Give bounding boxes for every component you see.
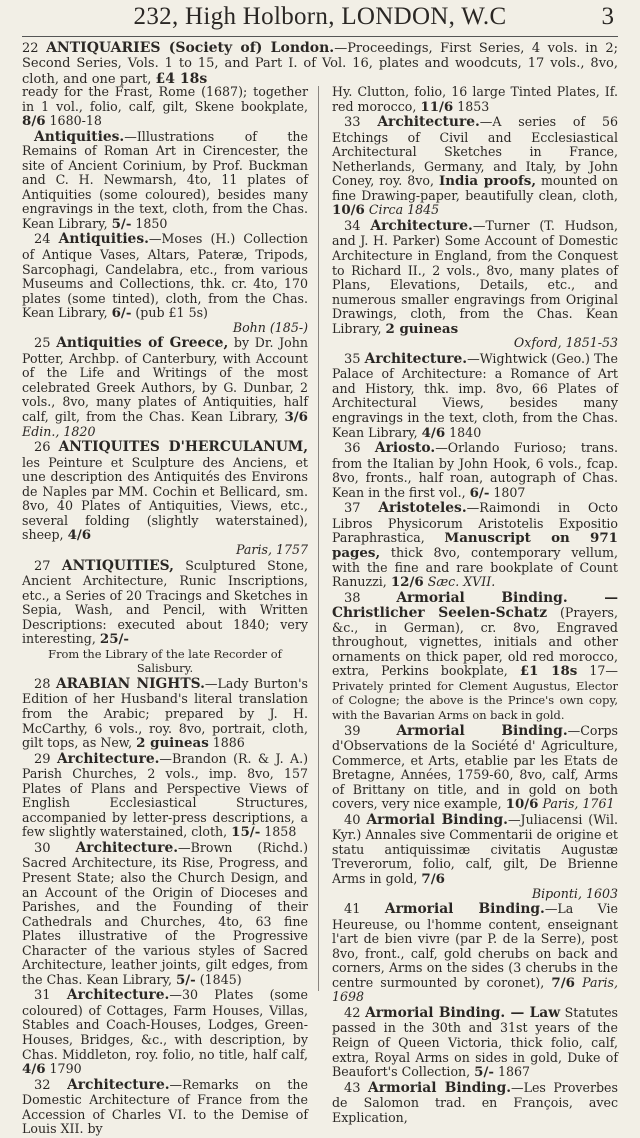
entry-price: 5/- bbox=[474, 1064, 494, 1081]
entry-number: 28 bbox=[34, 676, 51, 692]
entry-heading: ANTIQUITIES, bbox=[61, 557, 174, 574]
entry-text: —Brandon (R. & J. A.) Parish Churches, 2 vols., imp. 8vo, 157 Plates of Plans and Perspective Views of English Ecclesiastical Structures, accompanied by letter-press descriptions, a few slightly waterstained, cloth, bbox=[22, 750, 308, 840]
entry-imprint: Circa 1845 bbox=[368, 202, 440, 218]
entry-number: 22 bbox=[22, 41, 39, 56]
entry-price: 3/6 bbox=[284, 409, 308, 426]
catalogue-entry bbox=[332, 1006, 618, 1080]
entry-imprint: Paris, 1698 bbox=[332, 974, 618, 1005]
entry-imprint: 1807 bbox=[493, 484, 526, 500]
entry-heading: Antiquities. bbox=[58, 231, 149, 248]
catalogue-entry bbox=[332, 813, 618, 901]
catalogue-entry bbox=[332, 902, 618, 1005]
catalogue-entry bbox=[22, 1078, 308, 1137]
entry-number: 26 bbox=[34, 440, 51, 456]
entry-price: 6/- bbox=[469, 484, 490, 501]
catalogue-entry bbox=[22, 336, 308, 439]
entry-imprint: Biponti, 1603 bbox=[531, 885, 618, 901]
entry-imprint: 1840 bbox=[449, 424, 482, 440]
entry-price: 15/- bbox=[231, 824, 261, 841]
right-column bbox=[332, 85, 618, 1126]
entry-number: 39 bbox=[344, 723, 361, 739]
catalogue-entry bbox=[22, 85, 308, 129]
entry-number: 25 bbox=[34, 336, 51, 352]
entry-heading: Armorial Binding. bbox=[368, 1079, 512, 1096]
entry-text: Hy. Clutton, folio, 16 large Tinted Plates, If. red morocco, bbox=[332, 84, 618, 114]
entry-imprint: Paris, 1761 bbox=[542, 796, 615, 812]
catalogue-entry bbox=[22, 677, 308, 751]
entry-price: 6/- bbox=[111, 305, 132, 322]
entry-text: —Illustrations of the Remains of Roman Art in Cirencester, the site of Ancient Corinium, by Prof. Buckman and C. H. Newmarsh, 4to, 11 plates of Antiquities (some coloured), besides many engravings in the text, cloth, from the Chas. Kean Library, bbox=[22, 128, 308, 231]
catalogue-entry bbox=[332, 352, 618, 440]
entry-heading: Ariosto. bbox=[374, 440, 436, 457]
entry-heading: ARABIAN NIGHTS. bbox=[55, 675, 205, 692]
entry-heading: Architecture. bbox=[364, 350, 468, 367]
entry-note: Privately printed for Clement Augustus, Elector of Cologne; the above is the Prince's own copy, with the Bavarian Arms on back in gold. bbox=[332, 678, 618, 722]
intro-entry bbox=[22, 41, 618, 88]
entry-number: 35 bbox=[344, 351, 361, 367]
entry-number: 40 bbox=[344, 812, 361, 828]
entry-highlight: India proofs, bbox=[438, 173, 536, 190]
catalogue-entry bbox=[22, 988, 308, 1076]
entry-text: Sculptured Stone, Ancient Architecture, Runic Inscriptions, etc., a Series of 20 Tracings and Sketches in Sepia, Wash, and Pencil, with Written Descriptions: executed about 1840; very interesting, bbox=[22, 557, 308, 647]
entry-text: (Prayers, &c., in German), cr. 8vo, Engraved throughout, vignettes, initials and other ornaments on thick paper, old red morocco, extra, Perkins bookplate, bbox=[332, 605, 618, 679]
entry-heading: Armorial Binding. bbox=[396, 722, 568, 739]
catalogue-entry bbox=[332, 85, 618, 114]
catalogue-entry bbox=[22, 130, 308, 232]
entry-text: by Dr. John Potter, Archbp. of Canterbury, with Account of the Life and Writings of the most celebrated Greek Authors, by G. Dunbar, 2 vols., 8vo, many plates of Antiquities, half calf, gilt, from the Chas. Kean Library, bbox=[22, 335, 308, 425]
catalogue-entry bbox=[22, 559, 308, 676]
entry-text: —Wightwick (Geo.) The Palace of Architecture: a Romance of Art and History, thk. imp. 8vo, 66 Plates of Architectural Views, besides many engravings in the text, cloth, from the Chas. Kean Library, bbox=[332, 350, 618, 440]
catalogue-entry bbox=[332, 591, 618, 723]
entry-text: —Moses (H.) Collection of Antique Vases, Altars, Pateræ, Tripods, Sarcophagi, Candelabra, etc., from various Museums and Collections, thk. cr. 4to, 170 plates (some tinted), cloth, from the Chas. Kean Library, bbox=[22, 231, 308, 321]
entry-number: 34 bbox=[344, 218, 361, 234]
entry-imprint: 1853 bbox=[457, 98, 490, 114]
entry-text: —Lady Burton's Edition of her Husband's literal translation from the Arabic; prepared by J. H. McCarthy, 6 vols., roy. 8vo, portrait, cloth, gilt tops, as New, bbox=[22, 675, 308, 751]
entry-heading: Architecture. bbox=[66, 987, 170, 1004]
entry-note: From the Library of the late Recorder of Salisbury. bbox=[48, 646, 282, 676]
entry-text: —Brown (Richd.) Sacred Architecture, its Rise, Progress, and Present State; also the Church Design, and an Account of the Origin of Dioceses and Parishes, and the Founding of their Cathedrals and Churches, 4to, 63 fine Plates illustrative of the Progressive Character of the various styles of Sacred Architecture, leather joints, gilt edges, from the Chas. Kean Library, bbox=[22, 839, 308, 987]
entry-number: 32 bbox=[34, 1077, 51, 1093]
catalogue-entry bbox=[332, 115, 618, 218]
entry-number: 29 bbox=[34, 751, 51, 767]
entry-price: 10/6 bbox=[505, 796, 539, 813]
entry-price: 2 guineas bbox=[385, 320, 459, 337]
entry-price: 4/6 bbox=[421, 424, 446, 441]
entry-text: —Turner (T. Hudson, and J. H. Parker) Some Account of Domestic Architecture in England, from the Conquest to Richard II., 2 vols., 8vo, many plates of Plans, Elevations, Details, etc., and numerous smaller engravings from Original Drawings, cloth, from the Chas. Kean Library, bbox=[332, 217, 618, 336]
entry-heading: ANTIQUITES D'HERCULANUM, bbox=[58, 439, 308, 456]
entry-imprint: 1858 bbox=[264, 824, 297, 840]
entry-price: 8/6 bbox=[22, 113, 46, 130]
entry-imprint: 1886 bbox=[212, 735, 245, 751]
entry-number: 31 bbox=[34, 988, 51, 1004]
catalogue-entry bbox=[22, 752, 308, 840]
entry-text: —Orlando Furioso; trans. from the Italian by John Hook, 6 vols., fcap. 8vo, fronts., half roan, autograph of Chas. Kean in the first vol., bbox=[332, 440, 618, 500]
entry-imprint: (1845) bbox=[199, 971, 242, 987]
entry-text-2: mounted on fine Drawing-paper, beautifully clean, cloth, bbox=[332, 173, 618, 203]
entry-text: —Juliacensi (Wil. Kyr.) Annales sive Commentarii de origine et statu antiquissimæ civitatis Augustæ Treverorum, folio, calf, gilt, De Brienne Arms in gold, bbox=[332, 811, 618, 886]
entry-number: 30 bbox=[34, 840, 51, 856]
entry-imprint: Oxford, 1851-53 bbox=[513, 335, 618, 351]
entry-imprint: 1680-18 bbox=[49, 113, 102, 129]
entry-price: 4/6 bbox=[67, 527, 92, 544]
entry-number: 43 bbox=[344, 1080, 361, 1096]
entry-text: —Les Proverbes de Salomon trad. en François, avec Explication, bbox=[332, 1079, 618, 1125]
entry-price: 7/6 bbox=[551, 974, 575, 991]
entry-extra: (pub £1 5s) bbox=[135, 305, 208, 321]
catalogue-entry bbox=[332, 724, 618, 812]
entry-text: ready for the Frast, Rome (1687); together in 1 vol., folio, calf, gilt, Skene bookplate, bbox=[22, 84, 308, 114]
entry-text-2: thick 8vo, contemporary vellum, with the fine and rare bookplate of Count Ranuzzi, bbox=[332, 544, 618, 590]
entry-imprint: 1790 bbox=[49, 1061, 82, 1077]
entry-highlight: Manuscript on 971 pages, bbox=[332, 530, 618, 561]
entry-price: 12/6 bbox=[390, 574, 424, 591]
entry-price: £1 18s bbox=[519, 663, 578, 680]
entry-heading: Architecture. bbox=[370, 217, 473, 234]
entry-price: 11/6 bbox=[420, 98, 454, 115]
entry-imprint: Bohn (185-) bbox=[232, 319, 308, 335]
entry-heading: Antiquities. bbox=[34, 128, 125, 145]
entry-price: 10/6 bbox=[332, 202, 365, 219]
entry-price: 5/- bbox=[175, 971, 196, 988]
entry-number: 41 bbox=[344, 902, 361, 918]
entry-heading: ANTIQUARIES (Society of) London. bbox=[46, 40, 335, 56]
entry-imprint: Edin., 1820 bbox=[22, 423, 96, 439]
entry-number: 37 bbox=[344, 501, 361, 517]
entry-text: Statutes passed in the 30th and 31st years of the Reign of Queen Victoria, thick folio, calf, extra, Royal Arms on sides in gold, Duke of Beaufort's Collection, bbox=[332, 1004, 618, 1080]
entry-price: 4/6 bbox=[22, 1061, 46, 1078]
entry-imprint: Paris, 1757 bbox=[236, 541, 308, 557]
page-header bbox=[0, 0, 640, 34]
entry-text: —Proceedings, First Series, 4 vols. in 2; Second Series, Vols. 1 to 15, and Part I. of Vol. 16, plates and woodcuts, 17 vols., 8vo, cloth, and one part, bbox=[22, 41, 618, 87]
entry-heading: Armorial Binding. bbox=[384, 901, 545, 918]
header-rule bbox=[22, 36, 618, 37]
page-number: 3 bbox=[601, 3, 614, 30]
entry-text: —A series of 56 Etchings of Civil and Ecclesiastical Architectural Sketches in France, Netherlands, Germany, and Italy, by John Coney, roy. 8vo, bbox=[332, 114, 618, 189]
entry-number: 24 bbox=[34, 232, 51, 248]
entry-number: 42 bbox=[344, 1005, 361, 1021]
entry-price: 5/- bbox=[111, 215, 132, 232]
catalogue-entry bbox=[332, 501, 618, 589]
entry-heading: Antiquities of Greece, bbox=[56, 335, 229, 352]
entry-number: 33 bbox=[344, 115, 361, 131]
entry-price: 2 guineas bbox=[136, 735, 209, 752]
entry-imprint: 17— bbox=[589, 663, 618, 679]
entry-text: —30 Plates (some coloured) of Cottages, Farm Houses, Villas, Stables and Coach-Houses, Lodges, Green-Houses, Bridges, &c., with description, by Chas. Middleton, roy. folio, no title, half calf, bbox=[22, 987, 308, 1062]
catalogue-entry bbox=[332, 219, 618, 351]
catalogue-entry bbox=[22, 440, 308, 557]
entry-heading: Architecture. bbox=[377, 114, 480, 131]
entry-imprint: Sæc. XVII. bbox=[427, 574, 496, 590]
catalogue-entry bbox=[332, 441, 618, 500]
entry-heading: Aristoteles. bbox=[378, 500, 467, 517]
page-title: 232, High Holborn, LONDON, W.C bbox=[133, 3, 507, 30]
entry-heading: Architecture. bbox=[75, 839, 179, 856]
catalogue-entry bbox=[22, 841, 308, 987]
entry-text: —Raimondi in Octo Libros Physicorum Aristotelis Expositio Paraphrastica, bbox=[332, 500, 618, 546]
entry-imprint: 1850 bbox=[135, 215, 168, 231]
entry-heading: Armorial Binding. bbox=[366, 811, 508, 828]
left-column bbox=[22, 85, 308, 1138]
entry-number: 36 bbox=[344, 441, 361, 457]
catalogue-entry bbox=[22, 232, 308, 335]
catalogue-entry bbox=[332, 1081, 618, 1126]
entry-price: £4 18s bbox=[155, 70, 208, 87]
column-divider bbox=[318, 86, 319, 991]
entry-heading: Armorial Binding. — Law bbox=[365, 1004, 561, 1021]
entry-heading: Architecture. bbox=[67, 1076, 170, 1093]
entry-number: 27 bbox=[34, 558, 51, 574]
entry-text: —La Vie Heureuse, ou l'homme content, enseignant l'art de bien vivre (par P. de la Serre), post 8vo, front., calf, gold cherubs on back and corners, Arms on the sides (3 cherubs in the centre surmounted by coronet), bbox=[332, 901, 618, 990]
entry-price: 25/- bbox=[99, 631, 129, 648]
entry-imprint: 1867 bbox=[497, 1064, 531, 1080]
entry-number: 38 bbox=[344, 590, 361, 606]
entry-text: les Peinture et Sculpture des Anciens, et une description des Antiquités des Environs de Naples par MM. Cochin et Bellicard, sm. 8vo, 40 Plates of Antiquities, Views, etc., several folding (slightly waterstained), sheep, bbox=[22, 454, 308, 543]
entry-text: —Corps d'Observations de la Société d' Agriculture, Commerce, et Arts, etablie par les Etats de Bretagne, Années, 1759-60, 8vo, calf, Arms of Brittany on title, and in gold on both covers, very nice example, bbox=[332, 722, 618, 812]
entry-heading: Architecture. bbox=[56, 750, 160, 767]
entry-text: —Remarks on the Domestic Architecture of France from the Accession of Charles VI. to the Demise of Louis XII. by bbox=[22, 1076, 308, 1137]
entry-price: 7/6 bbox=[421, 870, 445, 887]
entry-heading: Armorial Binding. — Christlicher Seelen-Schatz bbox=[332, 589, 618, 622]
